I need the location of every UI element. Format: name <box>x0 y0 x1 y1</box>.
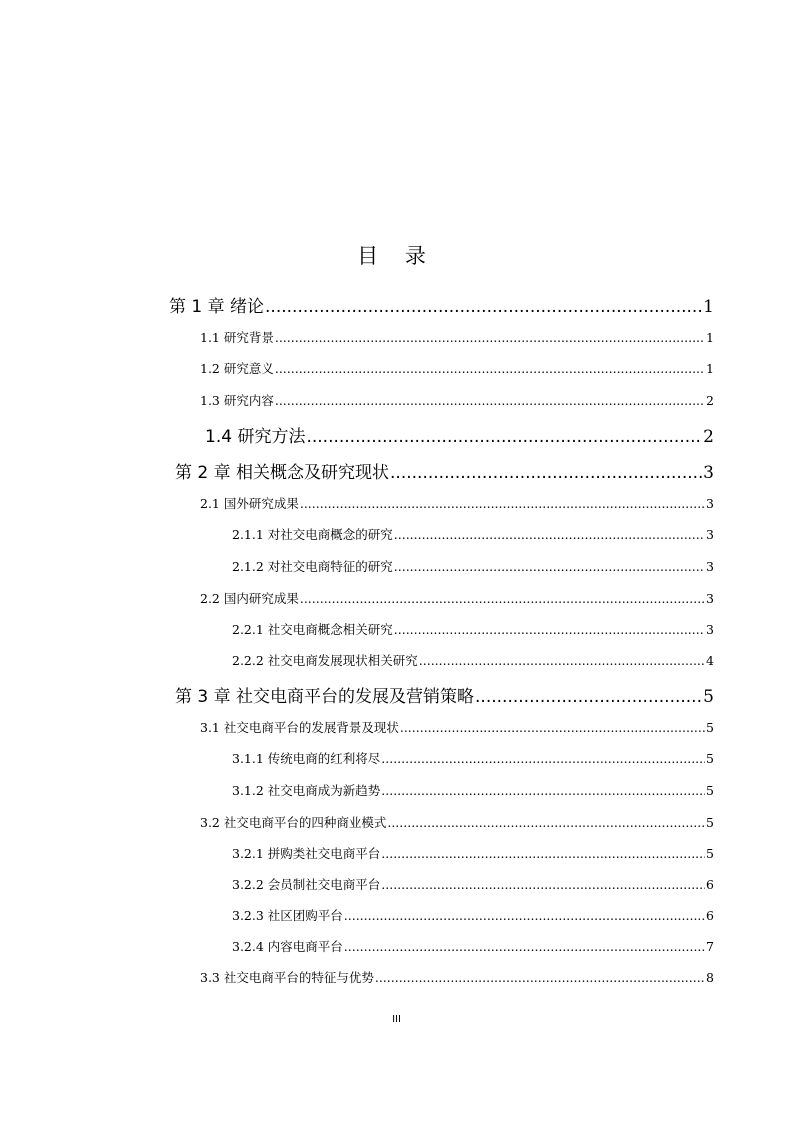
toc-entry-2-2[interactable] <box>200 589 714 607</box>
toc-entry-label: 2.1 国外研究成果 <box>200 496 299 511</box>
dot-leader <box>394 622 705 637</box>
dot-leader <box>344 939 705 954</box>
dot-leader <box>381 846 705 861</box>
page-number-footer: III <box>392 1014 401 1025</box>
toc-entry-page: 2 <box>706 393 714 408</box>
toc-entry-label: 第 1 章 绪论 <box>169 297 265 317</box>
toc-entry-3-2-3[interactable] <box>232 906 714 924</box>
toc-entry-label: 3.1.1 传统电商的红利将尽 <box>232 751 381 766</box>
toc-entry-1-4[interactable] <box>205 422 714 447</box>
dot-leader <box>387 815 705 830</box>
toc-entry-label: 1.2 研究意义 <box>200 361 274 376</box>
dot-leader <box>275 393 705 408</box>
toc-entry-label: 2.1.1 对社交电商概念的研究 <box>232 527 393 542</box>
toc-entry-chapter-1[interactable] <box>169 292 714 317</box>
toc-entry-label: 2.1.2 对社交电商特征的研究 <box>232 559 393 574</box>
toc-entry-label: 1.4 研究方法 <box>205 427 306 447</box>
toc-entry-page: 4 <box>706 653 714 668</box>
toc-entry-page: 8 <box>706 970 714 985</box>
toc-entry-chapter-2[interactable] <box>175 458 714 483</box>
toc-entry-page: 3 <box>706 559 714 574</box>
toc-entry-label: 3.3 社交电商平台的特征与优势 <box>200 970 374 985</box>
toc-entry-page: 3 <box>703 463 714 483</box>
toc-entry-page: 3 <box>706 496 714 511</box>
toc-entry-page: 6 <box>706 877 714 892</box>
toc-entry-2-1[interactable] <box>200 494 714 512</box>
toc-entry-page: 6 <box>706 908 714 923</box>
dot-leader <box>381 877 705 892</box>
toc-entry-2-2-1[interactable] <box>232 620 714 638</box>
toc-entry-page: 5 <box>703 687 714 707</box>
toc-entry-chapter-3[interactable] <box>175 682 714 707</box>
toc-entry-page: 1 <box>706 361 714 376</box>
dot-leader <box>375 970 705 985</box>
toc-entry-page: 3 <box>706 591 714 606</box>
toc-entry-label: 3.1 社交电商平台的发展背景及现状 <box>200 720 399 735</box>
dot-leader <box>381 751 705 766</box>
toc-entry-page: 1 <box>706 330 714 345</box>
toc-entry-2-1-1[interactable] <box>232 525 714 543</box>
toc-entry-3-2-1[interactable] <box>232 844 714 862</box>
toc-entry-page: 2 <box>703 427 714 447</box>
toc-entry-label: 3.2.2 会员制社交电商平台 <box>232 877 381 892</box>
toc-entry-label: 1.1 研究背景 <box>200 330 274 345</box>
toc-entry-page: 3 <box>706 527 714 542</box>
toc-entry-label: 3.2.1 拼购类社交电商平台 <box>232 846 381 861</box>
dot-leader <box>390 463 702 483</box>
toc-entry-page: 5 <box>706 783 714 798</box>
toc-entry-label: 3.2 社交电商平台的四种商业模式 <box>200 815 387 830</box>
dot-leader <box>344 908 705 923</box>
dot-leader <box>265 297 702 317</box>
toc-entry-label: 第 2 章 相关概念及研究现状 <box>175 463 390 483</box>
toc-entry-3-1-1[interactable] <box>232 749 714 767</box>
toc-entry-3-2-2[interactable] <box>232 875 714 893</box>
dot-leader <box>400 720 705 735</box>
dot-leader <box>300 496 705 511</box>
dot-leader <box>419 653 705 668</box>
toc-entry-page: 5 <box>706 846 714 861</box>
toc-entry-3-2[interactable] <box>200 813 714 831</box>
toc-entry-1-1[interactable] <box>200 328 714 346</box>
dot-leader <box>306 427 702 447</box>
toc-entry-3-2-4[interactable] <box>232 937 714 955</box>
toc-entry-label: 1.3 研究内容 <box>200 393 274 408</box>
toc-entry-page: 5 <box>706 751 714 766</box>
toc-entry-page: 3 <box>706 622 714 637</box>
toc-entry-label: 3.2.3 社区团购平台 <box>232 908 343 923</box>
toc-entry-label: 2.2.2 社交电商发展现状相关研究 <box>232 653 418 668</box>
toc-entry-label: 2.2.1 社交电商概念相关研究 <box>232 622 393 637</box>
dot-leader <box>394 559 705 574</box>
dot-leader <box>475 687 702 707</box>
toc-entry-label: 3.1.2 社交电商成为新趋势 <box>232 783 381 798</box>
toc-entry-label: 2.2 国内研究成果 <box>200 591 299 606</box>
toc-entry-2-2-2[interactable] <box>232 651 714 669</box>
dot-leader <box>394 527 705 542</box>
toc-entry-1-2[interactable] <box>200 359 714 377</box>
toc-entry-3-1-2[interactable] <box>232 781 714 799</box>
dot-leader <box>275 330 705 345</box>
toc-entry-3-3[interactable] <box>200 968 714 986</box>
toc-entry-label: 3.2.4 内容电商平台 <box>232 939 343 954</box>
toc-entry-page: 5 <box>706 815 714 830</box>
toc-entry-2-1-2[interactable] <box>232 557 714 575</box>
dot-leader <box>381 783 705 798</box>
dot-leader <box>300 591 705 606</box>
toc-entry-page: 5 <box>706 720 714 735</box>
toc-entry-page: 7 <box>706 939 714 954</box>
toc-title: 目 录 <box>357 244 436 268</box>
toc-entry-3-1[interactable] <box>200 718 714 736</box>
toc-entry-1-3[interactable] <box>200 391 714 409</box>
toc-entry-page: 1 <box>703 297 714 317</box>
toc-entry-label: 第 3 章 社交电商平台的发展及营销策略 <box>175 687 475 707</box>
dot-leader <box>275 361 705 376</box>
